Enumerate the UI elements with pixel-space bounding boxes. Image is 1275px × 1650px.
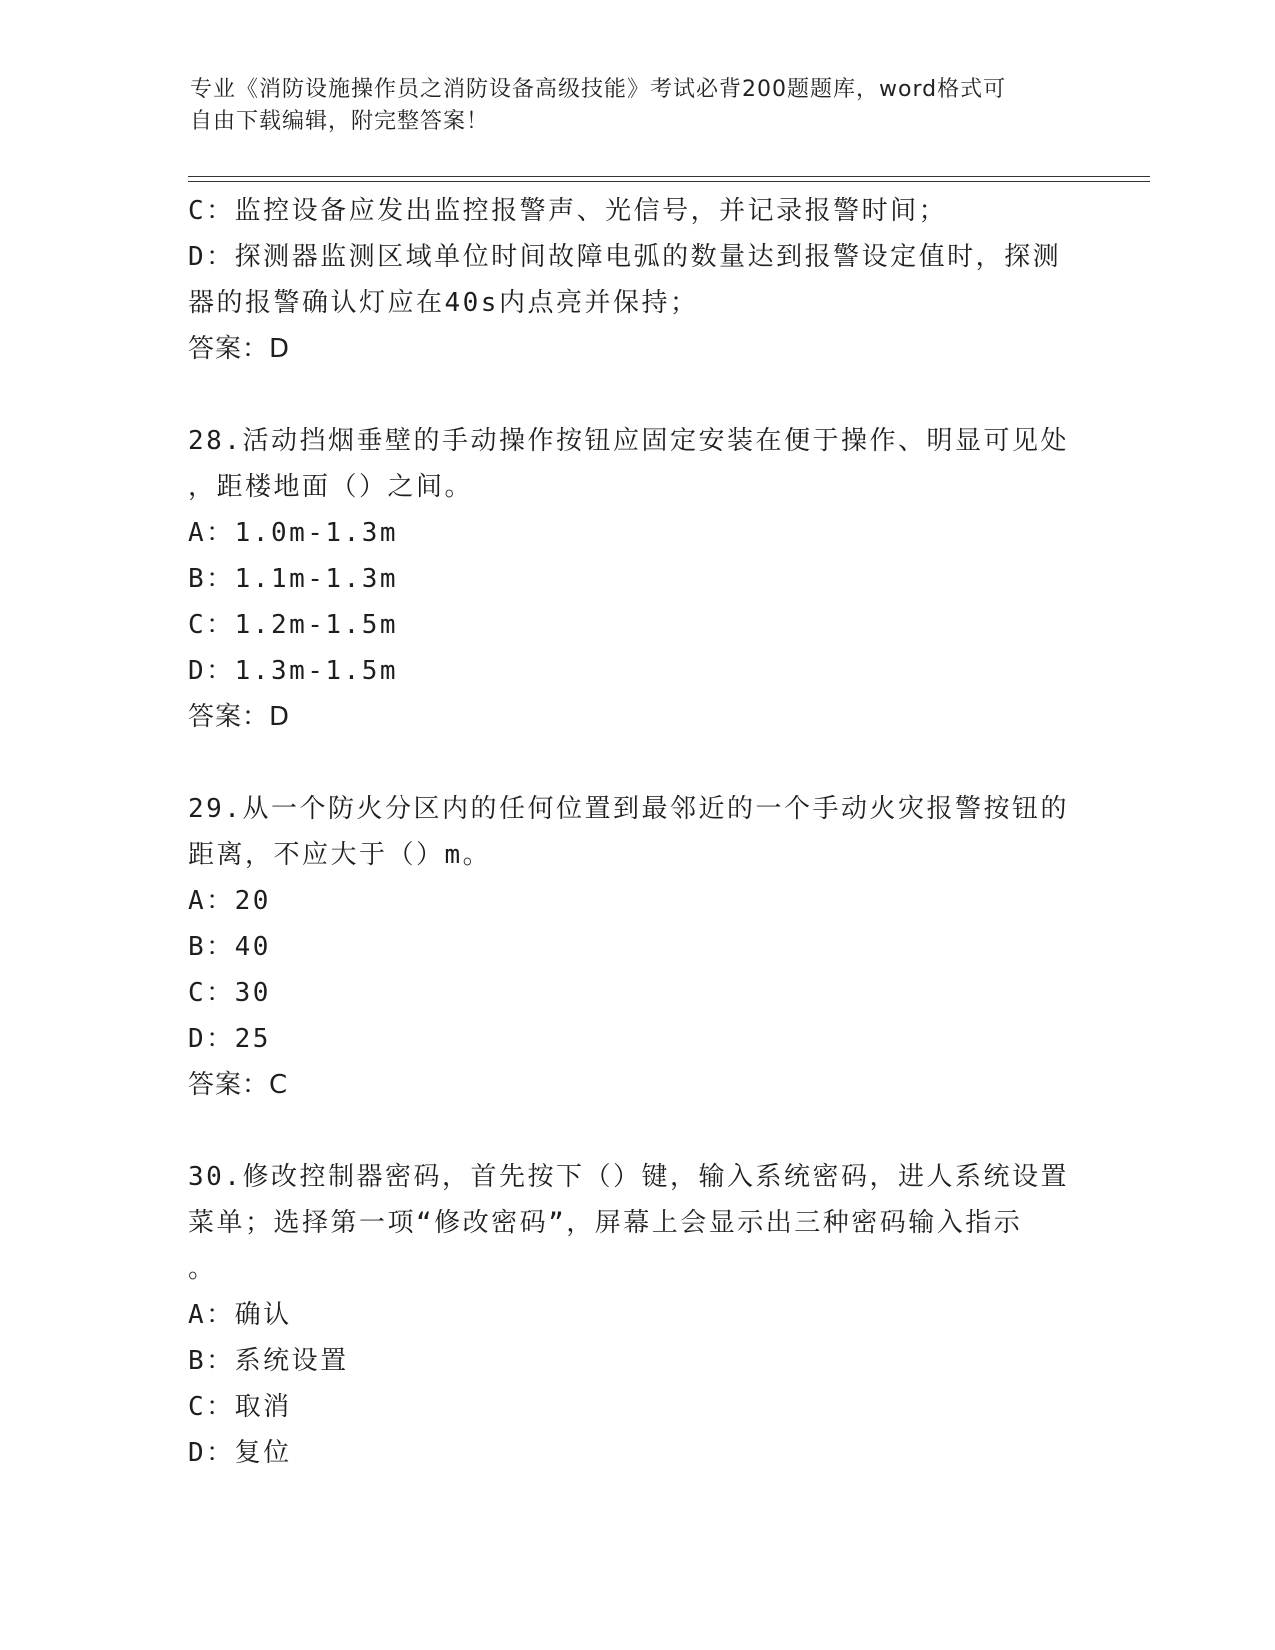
option-c: C：监控设备应发出监控报警声、光信号，并记录报警时间； [188, 196, 948, 226]
question-text-continued: ，距楼地面（）之间。 [188, 472, 474, 502]
option-d: D：25 [188, 1024, 271, 1054]
answer: 答案：C [188, 1070, 289, 1100]
question-text-continued: 菜单；选择第一项“修改密码”，屏幕上会显示出三种密码输入指示 [188, 1208, 1023, 1238]
question-text: 29.从一个防火分区内的任何位置到最邻近的一个手动火灾报警按钮的 [188, 794, 1069, 824]
option-d-continued: 器的报警确认灯应在40s内点亮并保持； [188, 288, 699, 318]
option-a: A：1.0m-1.3m [188, 518, 399, 548]
answer: 答案：D [188, 334, 291, 364]
option-c: C：取消 [188, 1392, 292, 1422]
option-b: B：系统设置 [188, 1346, 349, 1376]
option-a: A：20 [188, 886, 271, 916]
question-28 [188, 418, 1088, 740]
document-header [190, 74, 1090, 138]
option-c: C：30 [188, 978, 271, 1008]
question-30 [188, 1154, 1088, 1476]
option-b: B：40 [188, 932, 271, 962]
spacer [188, 1108, 1088, 1154]
option-d: D：复位 [188, 1438, 292, 1468]
spacer [188, 740, 1088, 786]
answer: 答案：D [188, 702, 291, 732]
option-d: D：1.3m-1.5m [188, 656, 399, 686]
option-d: D：探测器监测区域单位时间故障电弧的数量达到报警设定值时，探测 [188, 242, 1062, 272]
question-text-continued: 距离，不应大于（）m。 [188, 840, 492, 870]
header-divider-top [188, 176, 1150, 177]
question-list [188, 188, 1088, 1476]
option-a: A：确认 [188, 1300, 292, 1330]
question-text-end: 。 [188, 1254, 217, 1284]
question-text: 28.活动挡烟垂壁的手动操作按钮应固定安装在便于操作、明显可见处 [188, 426, 1069, 456]
question-text: 30.修改控制器密码，首先按下（）键，输入系统密码，进人系统设置 [188, 1162, 1069, 1192]
spacer [188, 372, 1088, 418]
option-c: C：1.2m-1.5m [188, 610, 399, 640]
header-divider-bottom [188, 181, 1150, 182]
previous-question-tail [188, 188, 1088, 372]
header-line-2: 自由下载编辑，附完整答案！ [190, 109, 490, 134]
header-line-1: 专业《消防设施操作员之消防设备高级技能》考试必背200题题库，word格式可 [190, 77, 1007, 102]
option-b: B：1.1m-1.3m [188, 564, 399, 594]
question-29 [188, 786, 1088, 1108]
